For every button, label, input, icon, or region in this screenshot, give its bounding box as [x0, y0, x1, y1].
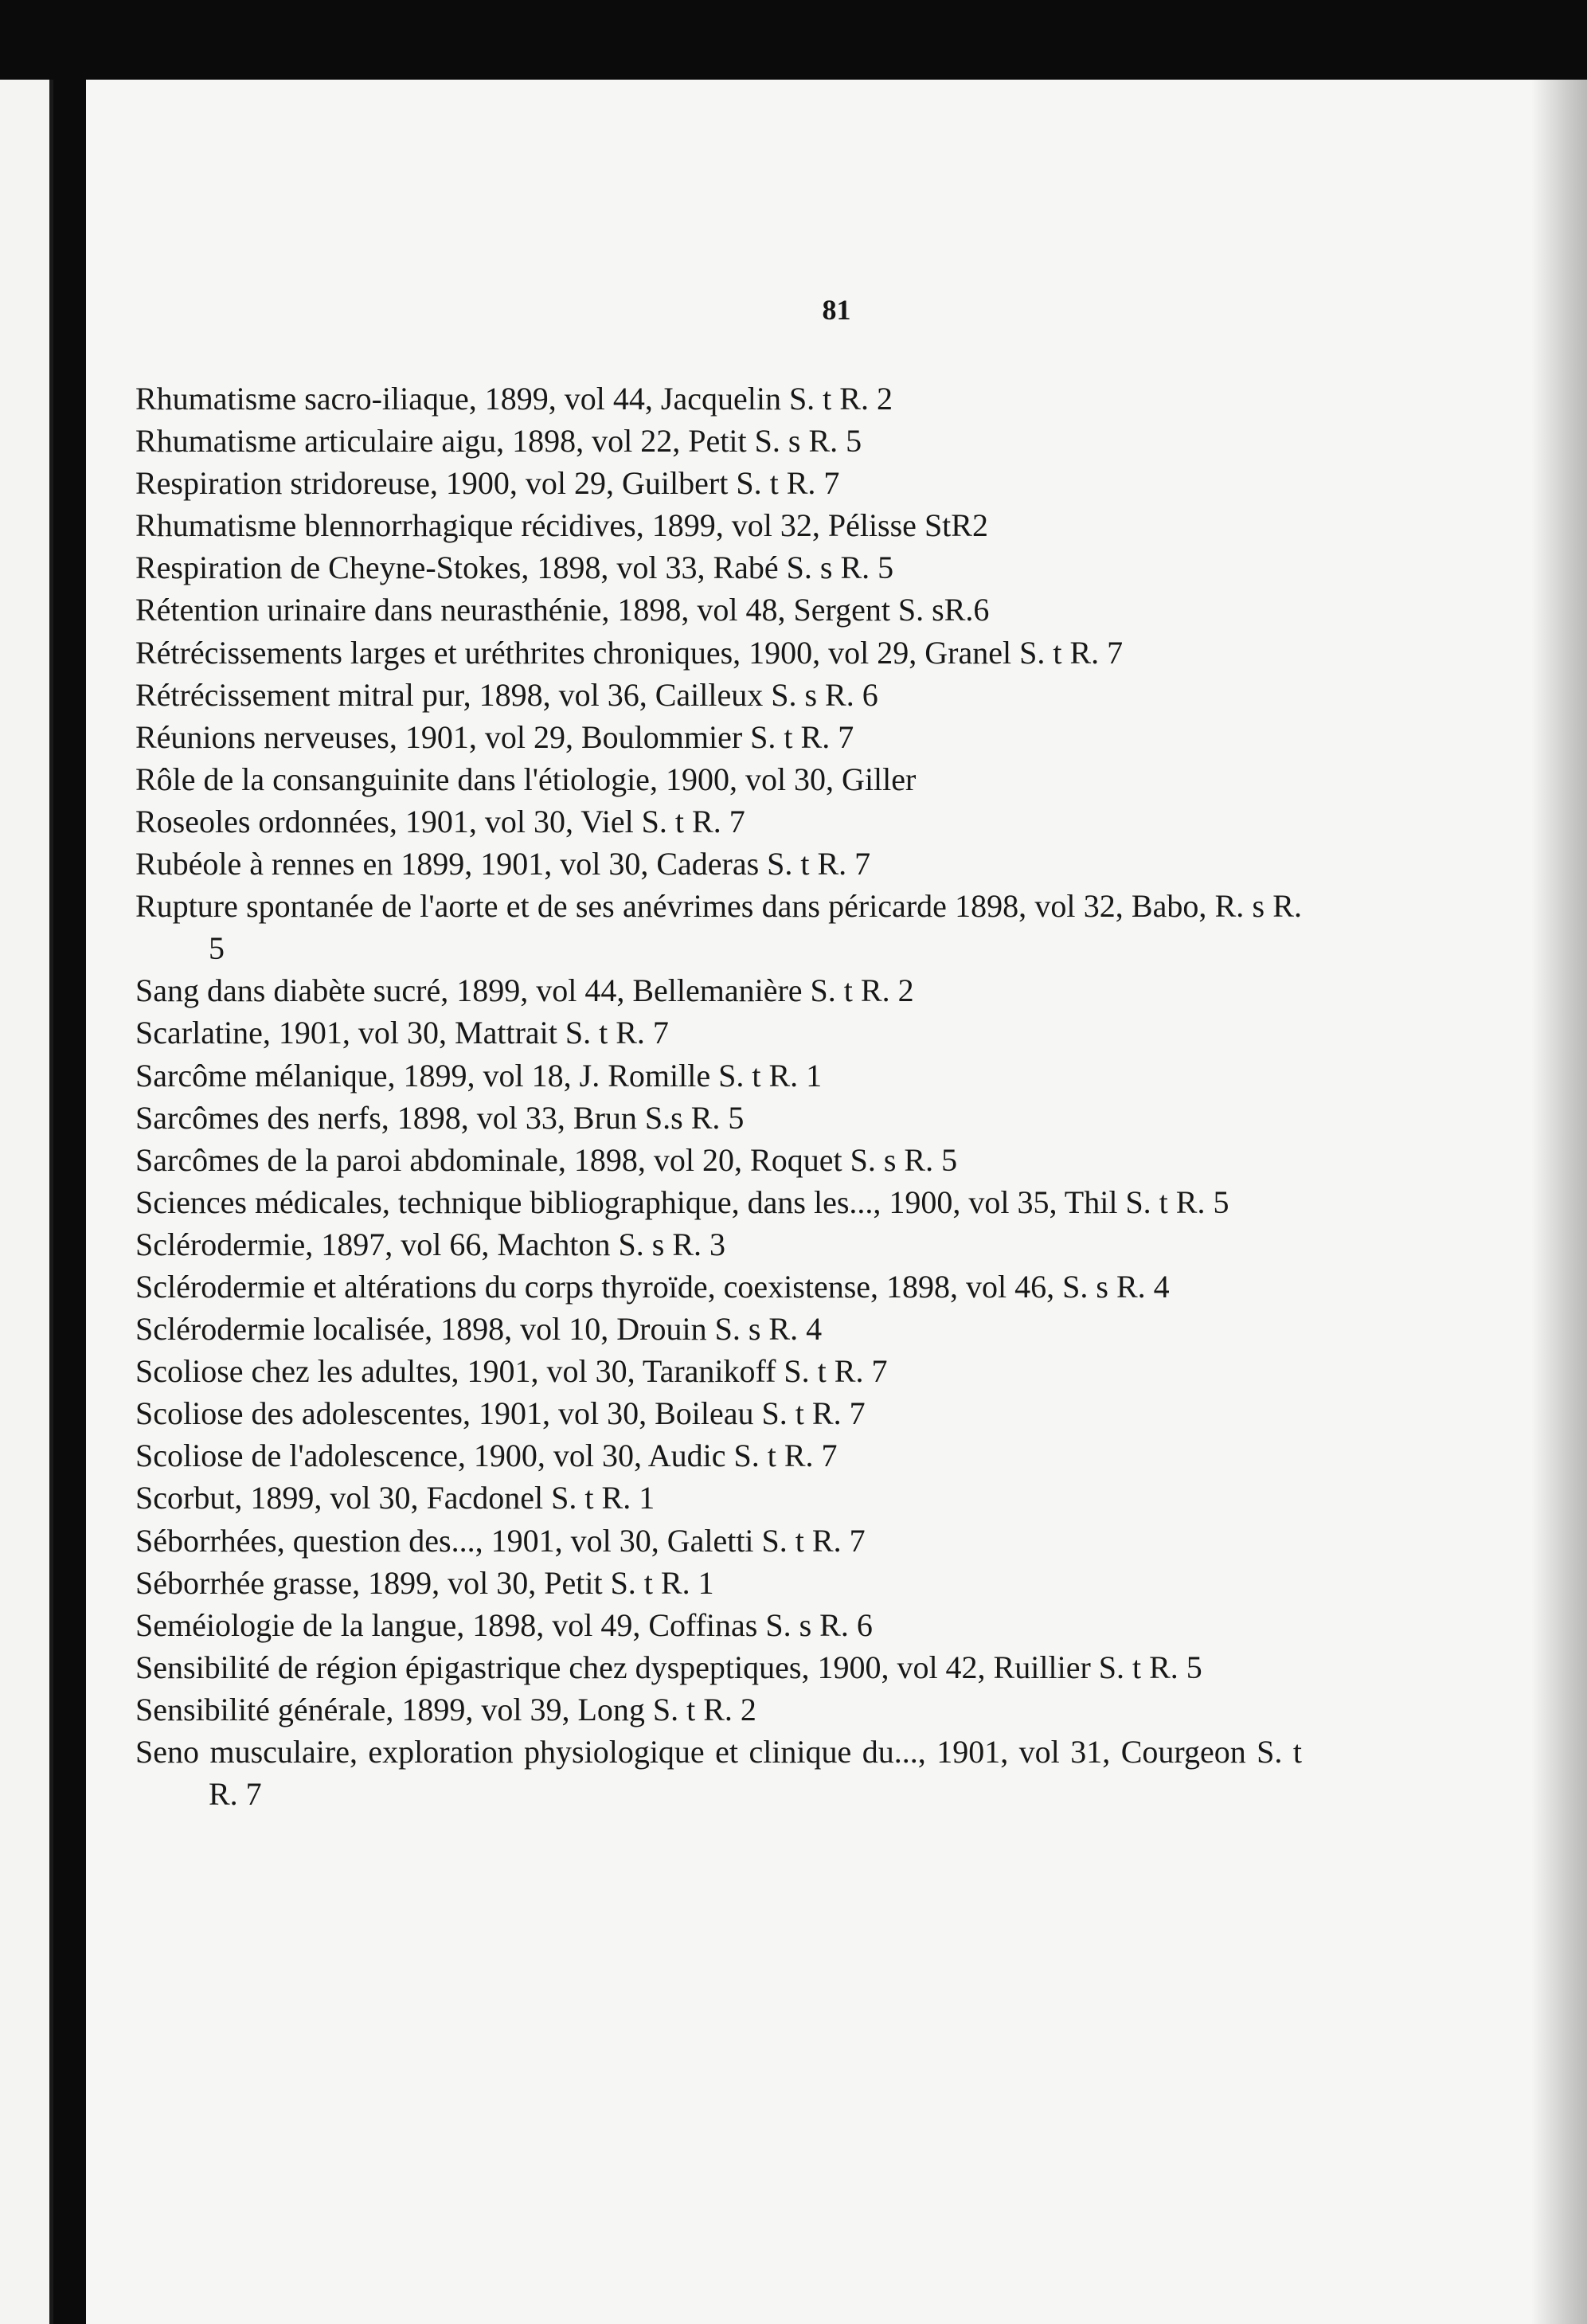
index-entry: Scorbut, 1899, vol 30, Facdonel S. t R. 1 — [135, 1480, 655, 1516]
index-entry: Rhumatisme blennorrhagique récidives, 1899, vol 32, Pélisse StR2 — [135, 507, 988, 544]
index-entry: Sarcôme mélanique, 1899, vol 18, J. Romille S. t R. 1 — [135, 1057, 823, 1094]
facing-page-edge — [0, 80, 53, 2324]
index-entry: Scoliose de l'adolescence, 1900, vol 30, Audic S. t R. 7 — [135, 1438, 838, 1474]
index-entry: Séborrhées, question des..., 1901, vol 30, Galetti S. t R. 7 — [135, 1522, 866, 1559]
index-entry: Sang dans diabète sucré, 1899, vol 44, Bellemanière S. t R. 2 — [135, 972, 914, 1009]
index-entry: Scoliose chez les adultes, 1901, vol 30, Taranikoff S. t R. 7 — [135, 1353, 888, 1390]
index-entry: Rétrécissements larges et uréthrites chroniques, 1900, vol 29, Granel S. t R. 7 — [135, 634, 1124, 671]
index-entry: Sclérodermie localisée, 1898, vol 10, Drouin S. s R. 4 — [135, 1311, 823, 1348]
index-entry: Sclérodermie et altérations du corps thyroïde, coexistense, 1898, vol 46, S. s R. 4 — [135, 1268, 1170, 1305]
index-entry: Sarcômes de la paroi abdominale, 1898, vol 20, Roquet S. s R. 5 — [135, 1141, 958, 1178]
index-entry: Rétrécissement mitral pur, 1898, vol 36, Cailleux S. s R. 6 — [135, 676, 878, 713]
index-entry: Sarcômes des nerfs, 1898, vol 33, Brun S.s R. 5 — [135, 1099, 745, 1136]
index-entry: Sclérodermie, 1897, vol 66, Machton S. s R. 3 — [135, 1226, 726, 1262]
index-entry: Rupture spontanée de l'aorte et de ses anévrimes dans péricarde 1898, vol 32, Babo, R. s R. 5 — [135, 888, 1302, 967]
index-entry: Respiration de Cheyne-Stokes, 1898, vol 33, Rabé S. s R. 5 — [135, 550, 894, 586]
index-entry: Sciences médicales, technique bibliographique, dans les..., 1900, vol 35, Thil S. t R. 5 — [135, 1184, 1229, 1220]
index-entry: Séborrhée grasse, 1899, vol 30, Petit S. t R. 1 — [135, 1564, 714, 1601]
index-entry: Scoliose des adolescentes, 1901, vol 30, Boileau S. t R. 7 — [135, 1395, 866, 1432]
index-entry: Scarlatine, 1901, vol 30, Mattrait S. t R. 7 — [135, 1015, 669, 1051]
page-number: 81 — [822, 294, 851, 326]
index-entry: Sensibilité générale, 1899, vol 39, Long S. t R. 2 — [135, 1691, 756, 1727]
index-entry: Roseoles ordonnées, 1901, vol 30, Viel S. t R. 7 — [135, 803, 745, 839]
index-entry: Rubéole à rennes en 1899, 1901, vol 30, Caderas S. t R. 7 — [135, 846, 871, 882]
index-entry: Rôle de la consanguinite dans l'étiologie, 1900, vol 30, Giller — [135, 761, 917, 797]
index-entries — [135, 378, 1302, 1815]
page-gutter-shadow — [1531, 80, 1587, 2324]
index-entry: Réunions nerveuses, 1901, vol 29, Boulommier S. t R. 7 — [135, 718, 854, 755]
index-entry: Rhumatisme articulaire aigu, 1898, vol 22, Petit S. s R. 5 — [135, 423, 862, 460]
index-entry: Rhumatisme sacro-iliaque, 1899, vol 44, Jacquelin S. t R. 2 — [135, 381, 893, 417]
index-entry: Sensibilité de région épigastrique chez dyspeptiques, 1900, vol 42, Ruillier S. t R. 5 — [135, 1649, 1202, 1685]
book-page — [86, 80, 1587, 2324]
index-entry: Respiration stridoreuse, 1900, vol 29, Guilbert S. t R. 7 — [135, 465, 840, 502]
index-entry: Seno musculaire, exploration physiologique et clinique du..., 1901, vol 31, Courgeon S. t R. 7 — [135, 1734, 1302, 1813]
index-entry: Rétention urinaire dans neurasthénie, 1898, vol 48, Sergent S. sR.6 — [135, 592, 990, 628]
index-entry: Seméiologie de la langue, 1898, vol 49, Coffinas S. s R. 6 — [135, 1606, 873, 1643]
